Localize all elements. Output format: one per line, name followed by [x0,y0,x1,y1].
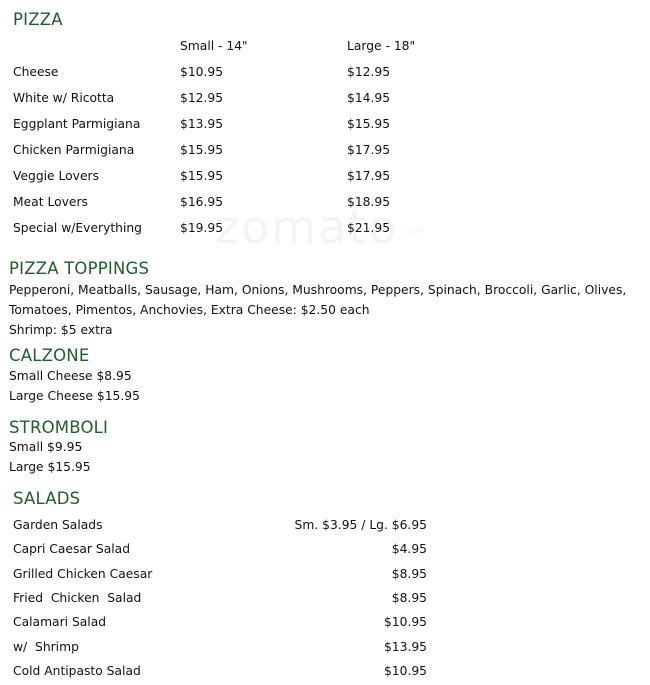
salad-price: $13.95 [383,640,427,654]
stromboli-large: Large $15.95 [9,460,91,474]
salad-name: Fried Chicken Salad [13,591,142,605]
watermark [215,200,425,254]
pizza-small-price: $15.95 [180,143,224,157]
salad-price: $10.95 [383,615,427,629]
salads-heading: SALADS [13,489,81,508]
calzone-small: Small Cheese $8.95 [9,369,132,383]
pizza-name: Cheese [13,65,59,79]
pizza-small-price: $15.95 [180,169,224,183]
salad-price: $4.95 [391,542,427,556]
pizza-small-price: $16.95 [180,195,224,209]
toppings-heading: PIZZA TOPPINGS [9,259,150,278]
salad-price: $8.95 [391,591,427,605]
salad-price: $8.95 [391,567,427,581]
pizza-large-price: $17.95 [347,169,391,183]
salad-name: Cold Antipasto Salad [13,664,141,678]
pizza-name: Meat Lovers [13,195,88,209]
pizza-large-price: $21.95 [347,221,391,235]
pizza-heading: PIZZA [13,10,63,29]
pizza-large-price: $17.95 [347,143,391,157]
salad-name: Garden Salads [13,518,103,532]
pizza-large-price: $14.95 [347,91,391,105]
pizza-name: White w/ Ricotta [13,91,115,105]
toppings-shrimp: Shrimp: $5 extra [9,323,113,337]
salad-name: Calamari Salad [13,615,107,629]
pizza-small-col-header: Small - 14" [180,39,248,53]
pizza-small-price: $19.95 [180,221,224,235]
pizza-name: Eggplant Parmigiana [13,117,141,131]
pizza-small-price: $12.95 [180,91,224,105]
salad-price: Sm. $3.95 / Lg. $6.95 [294,518,427,532]
salad-price: $10.95 [383,664,427,678]
calzone-heading: CALZONE [9,346,90,365]
salad-name: w/ Shrimp [13,640,79,654]
toppings-list: Pepperoni, Meatballs, Sausage, Ham, Onions, Mushrooms, Peppers, Spinach, Broccoli, Garlic, Olives, Tomatoes, Pimentos, Anchovies, Extra Cheese: $2.50 each [9,283,627,317]
pizza-large-price: $12.95 [347,65,391,79]
salad-name: Capri Caesar Salad [13,542,131,556]
stromboli-small: Small $9.95 [9,440,83,454]
stromboli-heading: STROMBOLI [9,418,109,437]
pizza-name: Veggie Lovers [13,169,99,183]
pizza-large-price: $18.95 [347,195,391,209]
pizza-small-price: $10.95 [180,65,224,79]
pizza-small-price: $13.95 [180,117,224,131]
pizza-large-price: $15.95 [347,117,391,131]
pizza-large-col-header: Large - 18" [347,39,416,53]
salad-name: Grilled Chicken Caesar [13,567,153,581]
calzone-large: Large Cheese $15.95 [9,389,140,403]
pizza-name: Chicken Parmigiana [13,143,135,157]
pizza-name: Special w/Everything [13,221,142,235]
